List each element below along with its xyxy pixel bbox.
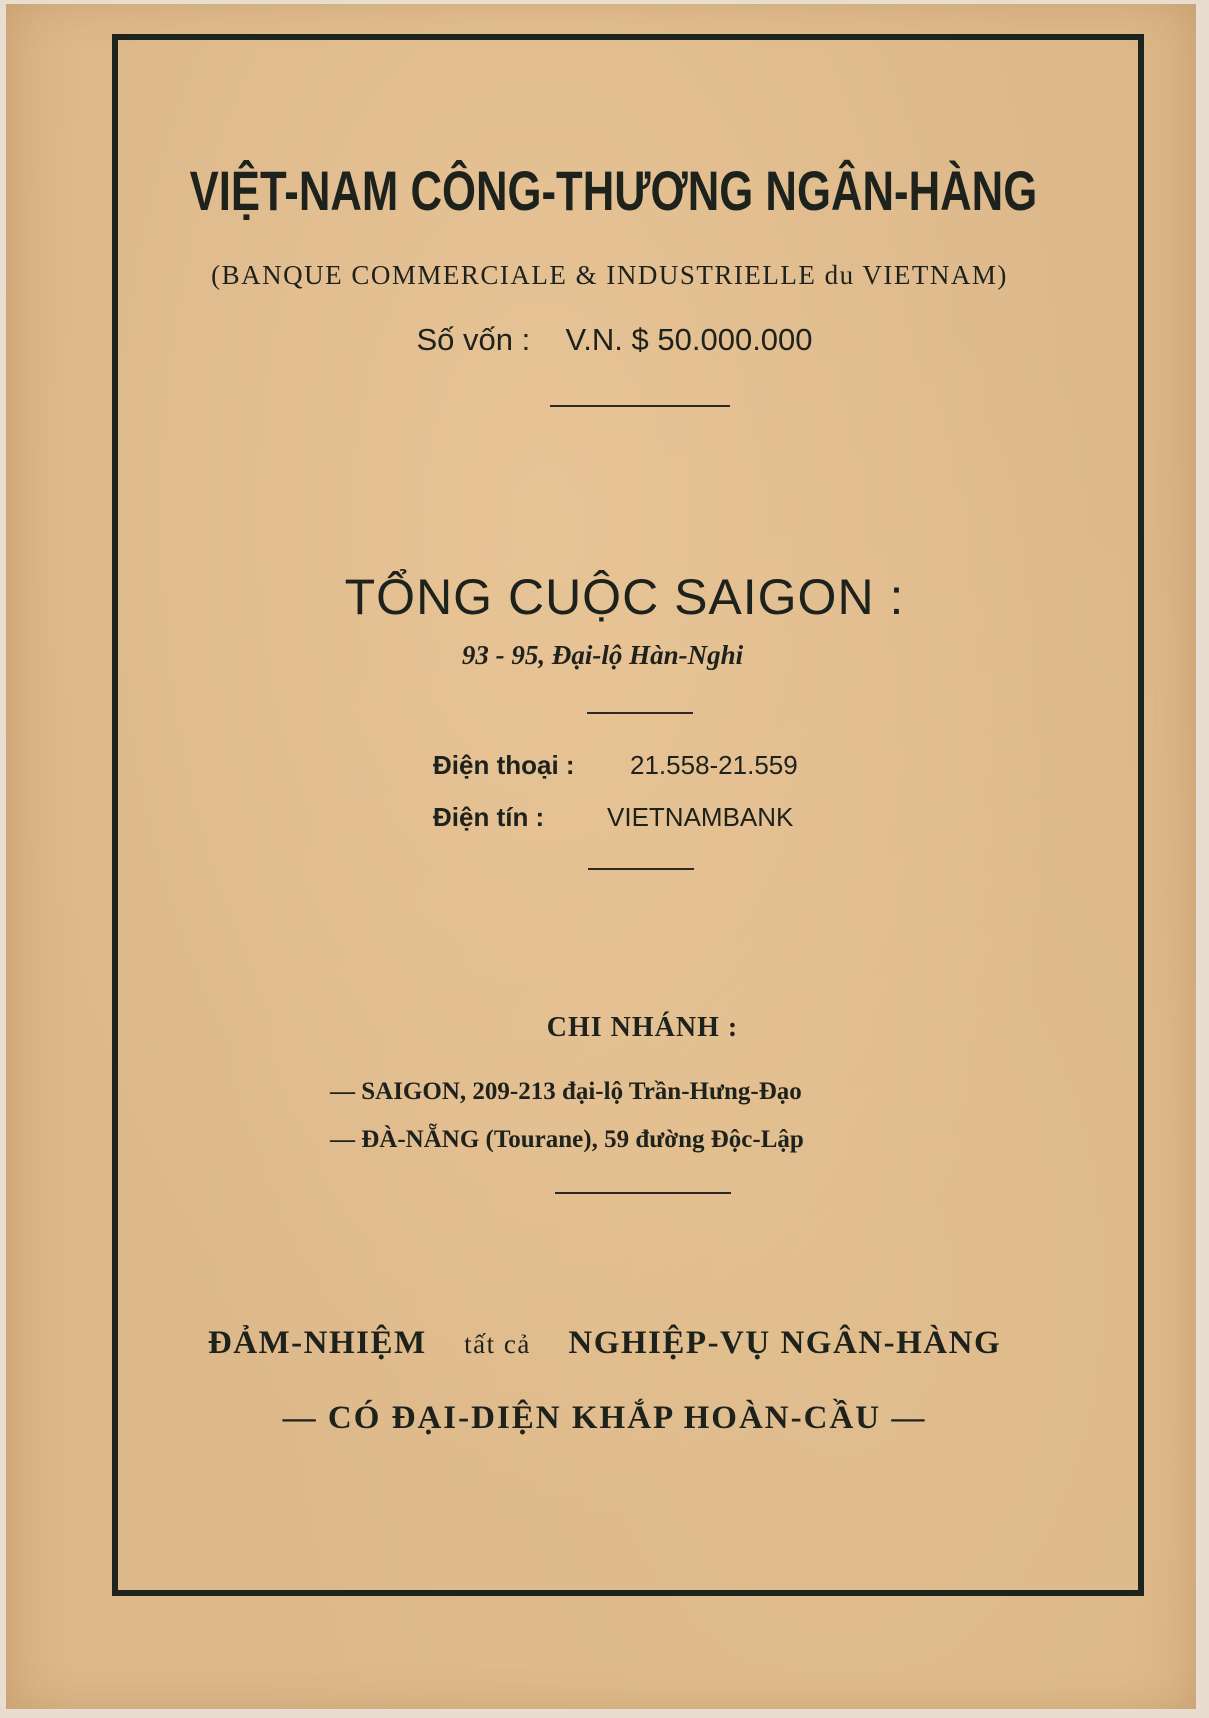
- services-text-a: ĐẢM-NHIỆM: [207, 1325, 427, 1361]
- telegraph-value: VIETNAMBANK: [607, 802, 794, 832]
- head-office-address: 93 - 95, Đại-lộ Hàn-Nghi: [461, 640, 744, 670]
- services-text-c: NGHIỆP-VỤ NGÂN-HÀNG: [568, 1325, 1002, 1361]
- capital-line: [10, 322, 1209, 358]
- bank-title: VIỆT-NAM CÔNG-THƯƠNG NGÂN-HÀNG: [189, 159, 1038, 222]
- bank-subtitle: (BANQUE COMMERCIALE & INDUSTRIELLE du VIETNAM): [211, 260, 1008, 290]
- phone-line: [433, 750, 798, 781]
- divider-rule: [550, 405, 730, 407]
- capital-value: V.N. $ 50.000.000: [565, 322, 813, 357]
- divider-rule: [555, 1192, 731, 1194]
- branch-item: — SAIGON, 209-213 đại-lộ Trần-Hưng-Đạo: [330, 1078, 802, 1105]
- head-office-title: TỔNG CUỘC SAIGON :: [344, 569, 905, 625]
- phone-label: Điện thoại :: [433, 750, 575, 780]
- representation-line: — CÓ ĐẠI-DIỆN KHẮP HOÀN-CẦU —: [282, 1400, 927, 1436]
- branches-title: CHI NHÁNH :: [546, 1012, 739, 1043]
- phone-value: 21.558-21.559: [630, 750, 798, 780]
- divider-rule: [588, 868, 694, 870]
- services-line: [0, 1325, 1209, 1362]
- capital-label: Số vốn :: [416, 322, 531, 357]
- telegraph-label: Điện tín :: [433, 802, 545, 832]
- branch-item: — ĐÀ-NẴNG (Tourane), 59 đường Độc-Lập: [330, 1126, 804, 1153]
- divider-rule: [587, 712, 693, 714]
- telegraph-line: [433, 802, 794, 833]
- services-text-b: tất cả: [464, 1329, 531, 1359]
